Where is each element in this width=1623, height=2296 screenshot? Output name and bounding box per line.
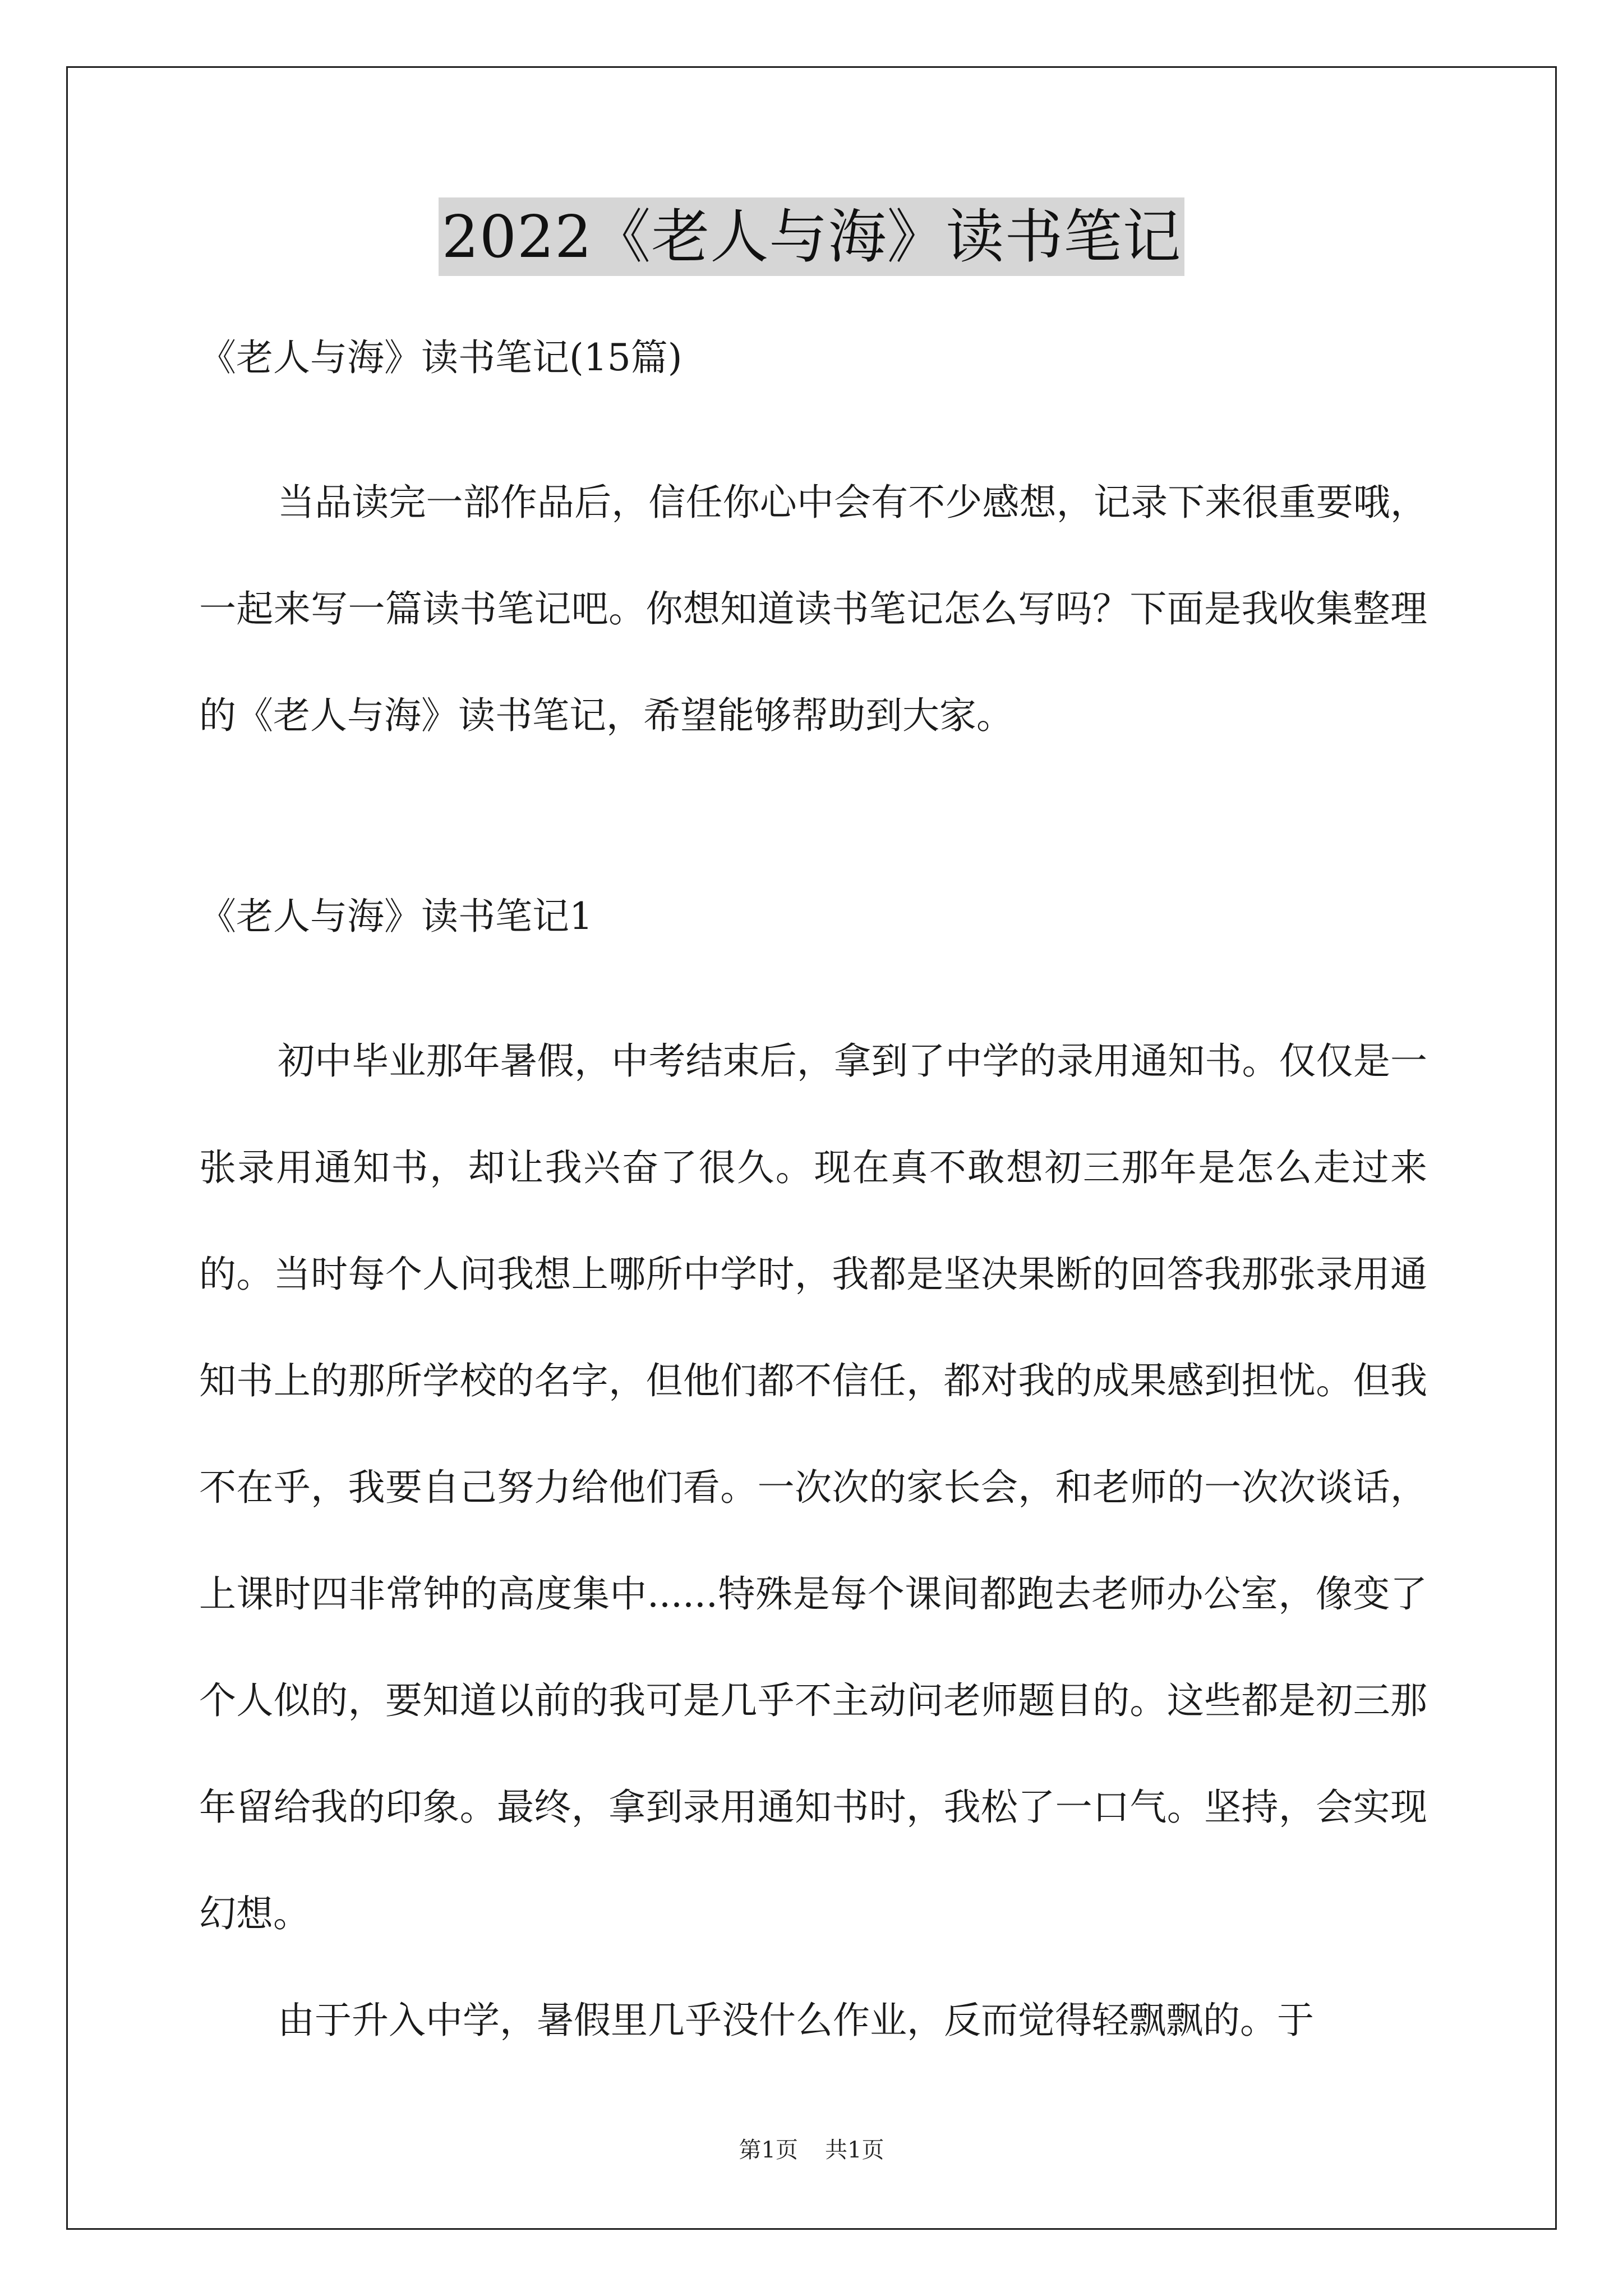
document-body <box>199 303 1427 2074</box>
page-number: 第1页 <box>739 2137 798 2163</box>
section-paragraph: 由于升入中学，暑假里几乎没什么作业，反而觉得轻飘飘的。于 <box>278 1999 1314 2042</box>
document-subtitle: 《老人与海》读书笔记(15篇) <box>199 336 683 379</box>
section-heading: 《老人与海》读书笔记1 <box>199 895 593 938</box>
page-footer <box>0 2134 1623 2166</box>
title-container <box>0 197 1623 276</box>
intro-paragraph: 当品读完一部作品后，信任你心中会有不少感想，记录下来很重要哦，一起来写一篇读书笔记吧。你想知道读书笔记怎么写吗？下面是我收集整理的《老人与海》读书笔记，希望能够帮助到大家。 <box>199 481 1427 737</box>
document-title: 2022《老人与海》读书笔记 <box>439 197 1185 276</box>
page-total: 共1页 <box>825 2137 884 2163</box>
section-paragraph: 初中毕业那年暑假，中考结束后，拿到了中学的录用通知书。仅仅是一张录用通知书，却让我兴奋了很久。现在真不敢想初三那年是怎么走过来的。当时每个人问我想上哪所中学时，我都是坚决果断的回答我那张录用通知书上的那所学校的名字，但他们都不信任，都对我的成果感到担忧。但我不在乎，我要自己努力给他们看。一次次的家长会，和老师的一次次谈话，上课时四非常钟的高度集中......特殊是每个课间都跑去老师办公室，像变了个人似的，要知道以前的我可是几乎不主动问老师题目的。这些都是初三那年留给我的印象。最终，拿到录用通知书时，我松了一口气。坚持，会实现幻想。 <box>199 1039 1427 1935</box>
